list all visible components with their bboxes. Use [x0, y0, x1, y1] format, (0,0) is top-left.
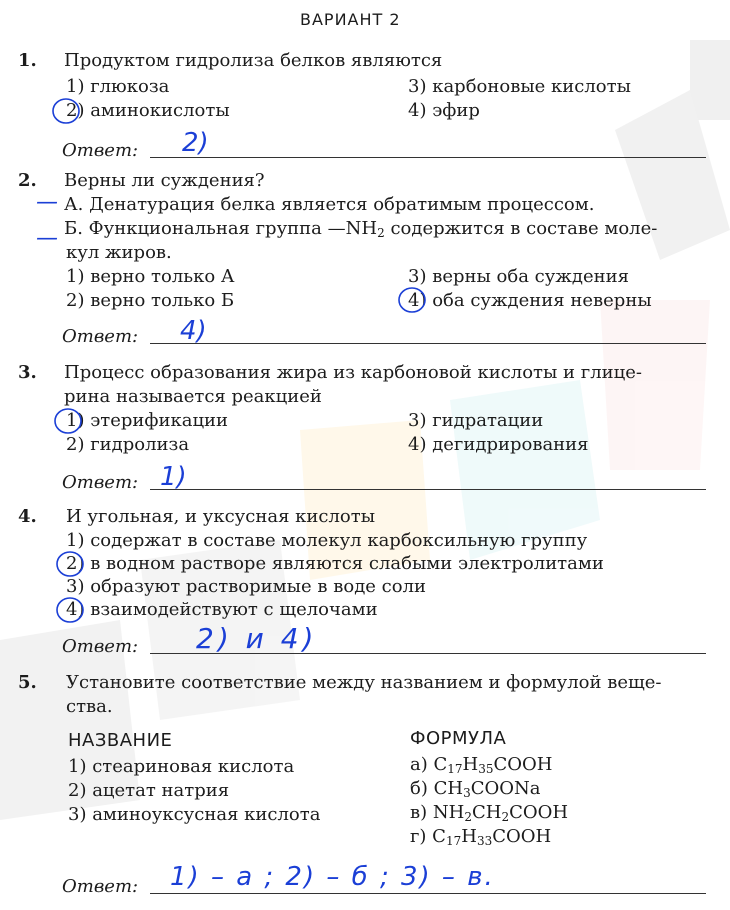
answer-line: [150, 157, 706, 158]
option: 3) гидратации: [408, 410, 544, 431]
substance-name: 1) стеариновая кислота: [68, 756, 295, 777]
option: 3) карбоновые кислоты: [408, 76, 631, 97]
question-prompt: рина называется реакцией: [64, 386, 322, 407]
handwritten-answer: 1) – а ; 2) – б ; 3) – в.: [170, 862, 495, 892]
option: 4) дегидрирования: [408, 434, 589, 455]
statement-b: Б. Функциональная группа $—NH_2$ содержится в составе моле-: [64, 218, 658, 240]
question-number: 3.: [18, 362, 37, 383]
option: 1) этерификации: [66, 410, 229, 431]
answer-circle-mark: [50, 96, 82, 126]
formula-column-header: ФОРМУЛА: [410, 728, 507, 749]
formula: в) $NH_2CH_2COOH$: [410, 802, 569, 824]
answer-circle-mark: [52, 406, 84, 436]
question-number: 4.: [18, 506, 37, 527]
handwritten-mark: —: [36, 226, 58, 251]
handwritten-answer: 4): [180, 316, 207, 346]
question-number: 5.: [18, 672, 37, 693]
answer-circle-mark: [396, 285, 428, 315]
answer-line: [150, 489, 706, 490]
formula: б) $CH_3COONa$: [410, 778, 541, 800]
answer-label: Ответ:: [62, 472, 139, 493]
option: 3) образуют растворимые в воде соли: [66, 576, 426, 597]
question-number: 1.: [18, 50, 37, 71]
answer-line: [150, 343, 706, 344]
option: 2) верно только Б: [66, 290, 235, 311]
option: 1) глюкоза: [66, 76, 170, 97]
option: 2) гидролиза: [66, 434, 190, 455]
statement-a: А. Денатурация белка является обратимым процессом.: [64, 194, 595, 215]
question-prompt: Процесс образования жира из карбоновой кислоты и глице-: [64, 362, 642, 383]
option: 4) эфир: [408, 100, 480, 121]
statement-b-continuation: кул жиров.: [66, 242, 172, 263]
option: 1) содержат в составе молекул карбоксильную группу: [66, 530, 588, 551]
question-number: 2.: [18, 170, 37, 191]
substance-name: 3) аминоуксусная кислота: [68, 804, 321, 825]
substance-name: 2) ацетат натрия: [68, 780, 230, 801]
formula: а) $C_{17}H_{35}COOH$: [410, 754, 553, 776]
option: 4) взаимодействуют с щелочами: [66, 599, 378, 620]
question-prompt: ства.: [66, 696, 113, 717]
handwritten-answer: 2): [182, 128, 209, 158]
answer-circle-mark: [54, 549, 86, 579]
handwritten-answer: 2) и 4): [196, 622, 318, 655]
name-column-header: НАЗВАНИЕ: [68, 730, 173, 751]
question-prompt: Продуктом гидролиза белков являются: [64, 50, 443, 71]
option: 3) верны оба суждения: [408, 266, 629, 287]
option: 2) аминокислоты: [66, 100, 230, 121]
answer-label: Ответ:: [62, 140, 139, 161]
answer-circle-mark: [54, 595, 86, 625]
question-prompt: И угольная, и уксусная кислоты: [66, 506, 376, 527]
formula: г) $C_{17}H_{33}COOH$: [410, 826, 552, 848]
answer-label: Ответ:: [62, 636, 139, 657]
answer-label: Ответ:: [62, 326, 139, 347]
answer-label: Ответ:: [62, 876, 139, 897]
option: 2) в водном растворе являются слабыми электролитами: [66, 553, 604, 574]
option: 1) верно только А: [66, 266, 235, 287]
handwritten-answer: 1): [160, 462, 187, 492]
answer-line: [150, 893, 706, 894]
handwritten-mark: —: [36, 190, 58, 215]
question-prompt: Верны ли суждения?: [64, 170, 265, 191]
question-prompt: Установите соответствие между названием и формулой веще-: [66, 672, 662, 693]
variant-title: ВАРИАНТ 2: [300, 10, 401, 29]
option: 4) оба суждения неверны: [408, 290, 652, 311]
